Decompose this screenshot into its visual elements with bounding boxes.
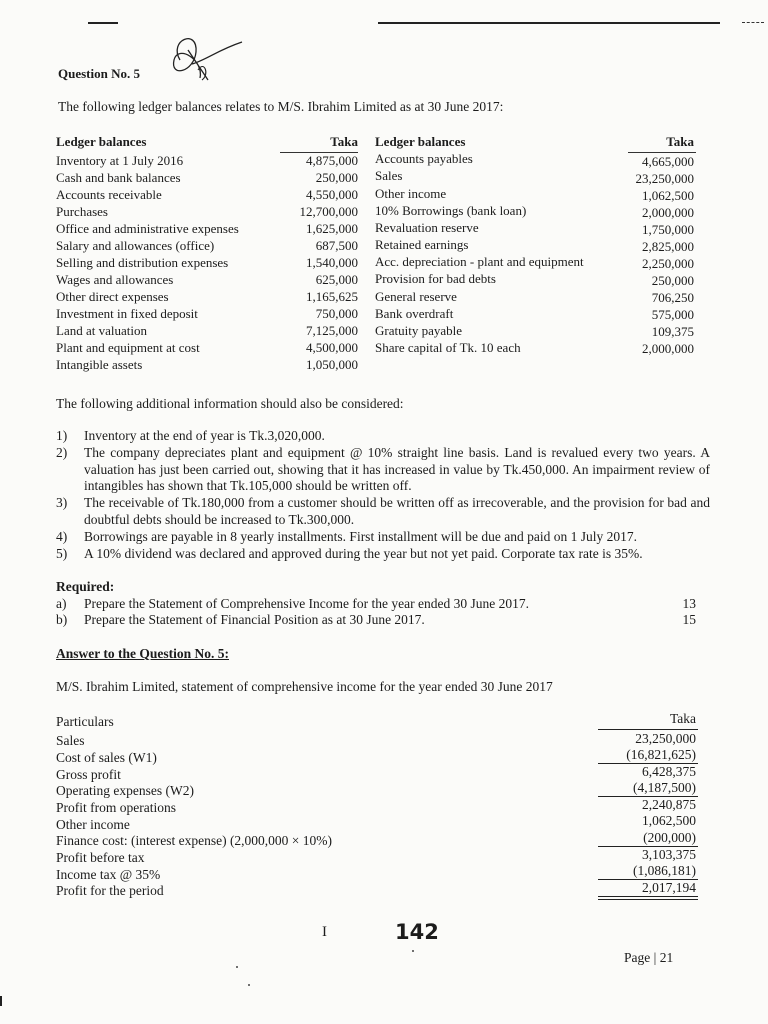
statement-value: 2,240,875 xyxy=(642,797,696,812)
ledger-label: Accounts payables xyxy=(375,151,473,166)
ledger-value: 250,000 xyxy=(315,170,358,185)
statement-value: (1,086,181) xyxy=(633,863,696,878)
speck xyxy=(236,966,238,968)
statement-label: Profit from operations xyxy=(56,800,176,815)
ledger-value: 4,500,000 xyxy=(306,340,358,355)
ledger-value: 1,540,000 xyxy=(306,255,358,270)
point-text: The company depreciates plant and equipment @ 10% straight line basis. Land is revalued every two years. A valuation has just been carried out, showing that it has increased in value by Tk.450,000. An impairment review of intangibles has shown that Tk.105,000 should be written off. xyxy=(84,445,710,493)
ledger-value: 12,700,000 xyxy=(299,204,358,219)
ledger-label: Cash and bank balances xyxy=(56,170,181,185)
ledger-label: Revaluation reserve xyxy=(375,220,479,235)
point-number: 5) xyxy=(56,546,68,561)
top-rule-main xyxy=(378,22,720,24)
statement-value: (16,821,625) xyxy=(626,747,696,762)
answer-title: Answer to the Question No. 5: xyxy=(56,646,229,661)
statement-value: 6,428,375 xyxy=(642,764,696,779)
point-number: 1) xyxy=(56,428,68,443)
ledger-label: Acc. depreciation - plant and equipment xyxy=(375,254,584,269)
speck xyxy=(412,950,414,952)
total-double-rule xyxy=(598,899,698,900)
required-marks: 13 xyxy=(682,596,696,611)
ledger-value: 687,500 xyxy=(315,238,358,253)
required-marks: 15 xyxy=(682,612,696,627)
statement-label: Other income xyxy=(56,817,130,832)
edge-mark xyxy=(0,996,2,1006)
ledger-label: Investment in fixed deposit xyxy=(56,306,198,321)
currency-header: Taka xyxy=(669,711,696,726)
ledger-label: Other direct expenses xyxy=(56,289,169,304)
right-header-underline xyxy=(628,152,696,153)
ledger-label: Accounts receivable xyxy=(56,187,162,202)
ledger-label: General reserve xyxy=(375,289,457,304)
statement-value: 3,103,375 xyxy=(642,847,696,862)
point-text: Inventory at the end of year is Tk.3,020,000. xyxy=(84,428,325,443)
ledger-label: Plant and equipment at cost xyxy=(56,340,200,355)
point-text: Borrowings are payable in 8 yearly installments. First installment will be due and paid on 1 July 2017. xyxy=(84,529,638,544)
point-number: 3) xyxy=(56,495,68,510)
ledger-label: Land at valuation xyxy=(56,323,147,338)
additional-info-title: The following additional information should also be considered: xyxy=(56,396,404,411)
ledger-label: Intangible assets xyxy=(56,357,143,372)
ledger-value: 250,000 xyxy=(651,273,694,288)
statement-label: Finance cost: (interest expense) (2,000,000 × 10%) xyxy=(56,833,333,848)
ledger-label: Bank overdraft xyxy=(375,306,454,321)
right-currency-header: Taka xyxy=(666,134,694,149)
left-ledger-header: Ledger balances xyxy=(56,134,147,149)
point-text: A 10% dividend was declared and approved during the year but not yet paid. Corporate tax rate is 35%. xyxy=(84,546,643,561)
ledger-value: 1,625,000 xyxy=(306,221,358,236)
statement-value: 23,250,000 xyxy=(635,731,696,746)
margin-mark: I xyxy=(322,924,327,940)
ledger-value: 2,250,000 xyxy=(642,256,694,271)
ledger-label: Other income xyxy=(375,186,447,201)
statement-label: Operating expenses (W2) xyxy=(56,783,194,798)
intro-text: The following ledger balances relates to M/S. Ibrahim Limited as at 30 June 2017: xyxy=(58,99,504,114)
particulars-header: Particulars xyxy=(56,714,114,729)
ledger-value: 23,250,000 xyxy=(635,171,694,186)
point-text: The receivable of Tk.180,000 from a customer should be written off as irrecoverable, and the provision for bad and doubtful debts should be increased to Tk.300,000. xyxy=(84,495,710,527)
ledger-value: 1,165,625 xyxy=(306,289,358,304)
required-letter: a) xyxy=(56,596,67,611)
ledger-value: 575,000 xyxy=(651,307,694,322)
point-number: 4) xyxy=(56,529,68,544)
ledger-label: 10% Borrowings (bank loan) xyxy=(375,203,527,218)
ledger-label: Office and administrative expenses xyxy=(56,221,239,236)
speck xyxy=(248,984,250,986)
ledger-value: 2,000,000 xyxy=(642,205,694,220)
ledger-value: 2,825,000 xyxy=(642,239,694,254)
handwritten-page-number: 142 xyxy=(395,920,439,944)
left-currency-header: Taka xyxy=(330,134,358,149)
ledger-value: 750,000 xyxy=(315,306,358,321)
statement-value: 1,062,500 xyxy=(642,813,696,828)
page-label: Page | 21 xyxy=(624,950,674,965)
required-text: Prepare the Statement of Financial Position as at 30 June 2017. xyxy=(84,612,425,627)
question-title: Question No. 5 xyxy=(58,66,140,81)
required-text: Prepare the Statement of Comprehensive Income for the year ended 30 June 2017. xyxy=(84,596,529,611)
top-rule-dashed xyxy=(742,22,764,23)
ledger-value: 2,000,000 xyxy=(642,341,694,356)
handwritten-signature xyxy=(158,30,248,90)
ledger-value: 706,250 xyxy=(651,290,694,305)
ledger-label: Inventory at 1 July 2016 xyxy=(56,153,184,168)
total-double-rule xyxy=(598,896,698,897)
required-letter: b) xyxy=(56,612,68,627)
ledger-label: Selling and distribution expenses xyxy=(56,255,229,270)
top-rule-left xyxy=(88,22,118,24)
ledger-label: Gratuity payable xyxy=(375,323,462,338)
ledger-value: 4,550,000 xyxy=(306,187,358,202)
ledger-label: Salary and allowances (office) xyxy=(56,238,215,253)
statement-value: 2,017,194 xyxy=(642,880,696,895)
statement-title: M/S. Ibrahim Limited, statement of comprehensive income for the year ended 30 June 2017 xyxy=(56,679,553,694)
ledger-value: 7,125,000 xyxy=(306,323,358,338)
ledger-value: 1,050,000 xyxy=(306,357,358,372)
right-ledger-header: Ledger balances xyxy=(375,134,466,149)
header-rule xyxy=(598,729,698,730)
required-title: Required: xyxy=(56,579,115,594)
ledger-value: 625,000 xyxy=(315,272,358,287)
statement-label: Gross profit xyxy=(56,767,121,782)
ledger-value: 4,875,000 xyxy=(306,153,358,168)
ledger-label: Retained earnings xyxy=(375,237,469,252)
statement-label: Profit for the period xyxy=(56,883,164,898)
statement-label: Sales xyxy=(56,733,85,748)
ledger-value: 1,062,500 xyxy=(642,188,694,203)
ledger-value: 109,375 xyxy=(651,324,694,339)
statement-value: (4,187,500) xyxy=(633,780,696,795)
statement-label: Profit before tax xyxy=(56,850,145,865)
statement-value: (200,000) xyxy=(643,830,696,845)
ledger-label: Sales xyxy=(375,168,403,183)
statement-label: Income tax @ 35% xyxy=(56,867,161,882)
point-number: 2) xyxy=(56,445,68,460)
ledger-label: Purchases xyxy=(56,204,108,219)
ledger-label: Provision for bad debts xyxy=(375,271,496,286)
statement-label: Cost of sales (W1) xyxy=(56,750,157,765)
ledger-value: 1,750,000 xyxy=(642,222,694,237)
ledger-label: Wages and allowances xyxy=(56,272,174,287)
ledger-value: 4,665,000 xyxy=(642,154,694,169)
ledger-label: Share capital of Tk. 10 each xyxy=(375,340,521,355)
